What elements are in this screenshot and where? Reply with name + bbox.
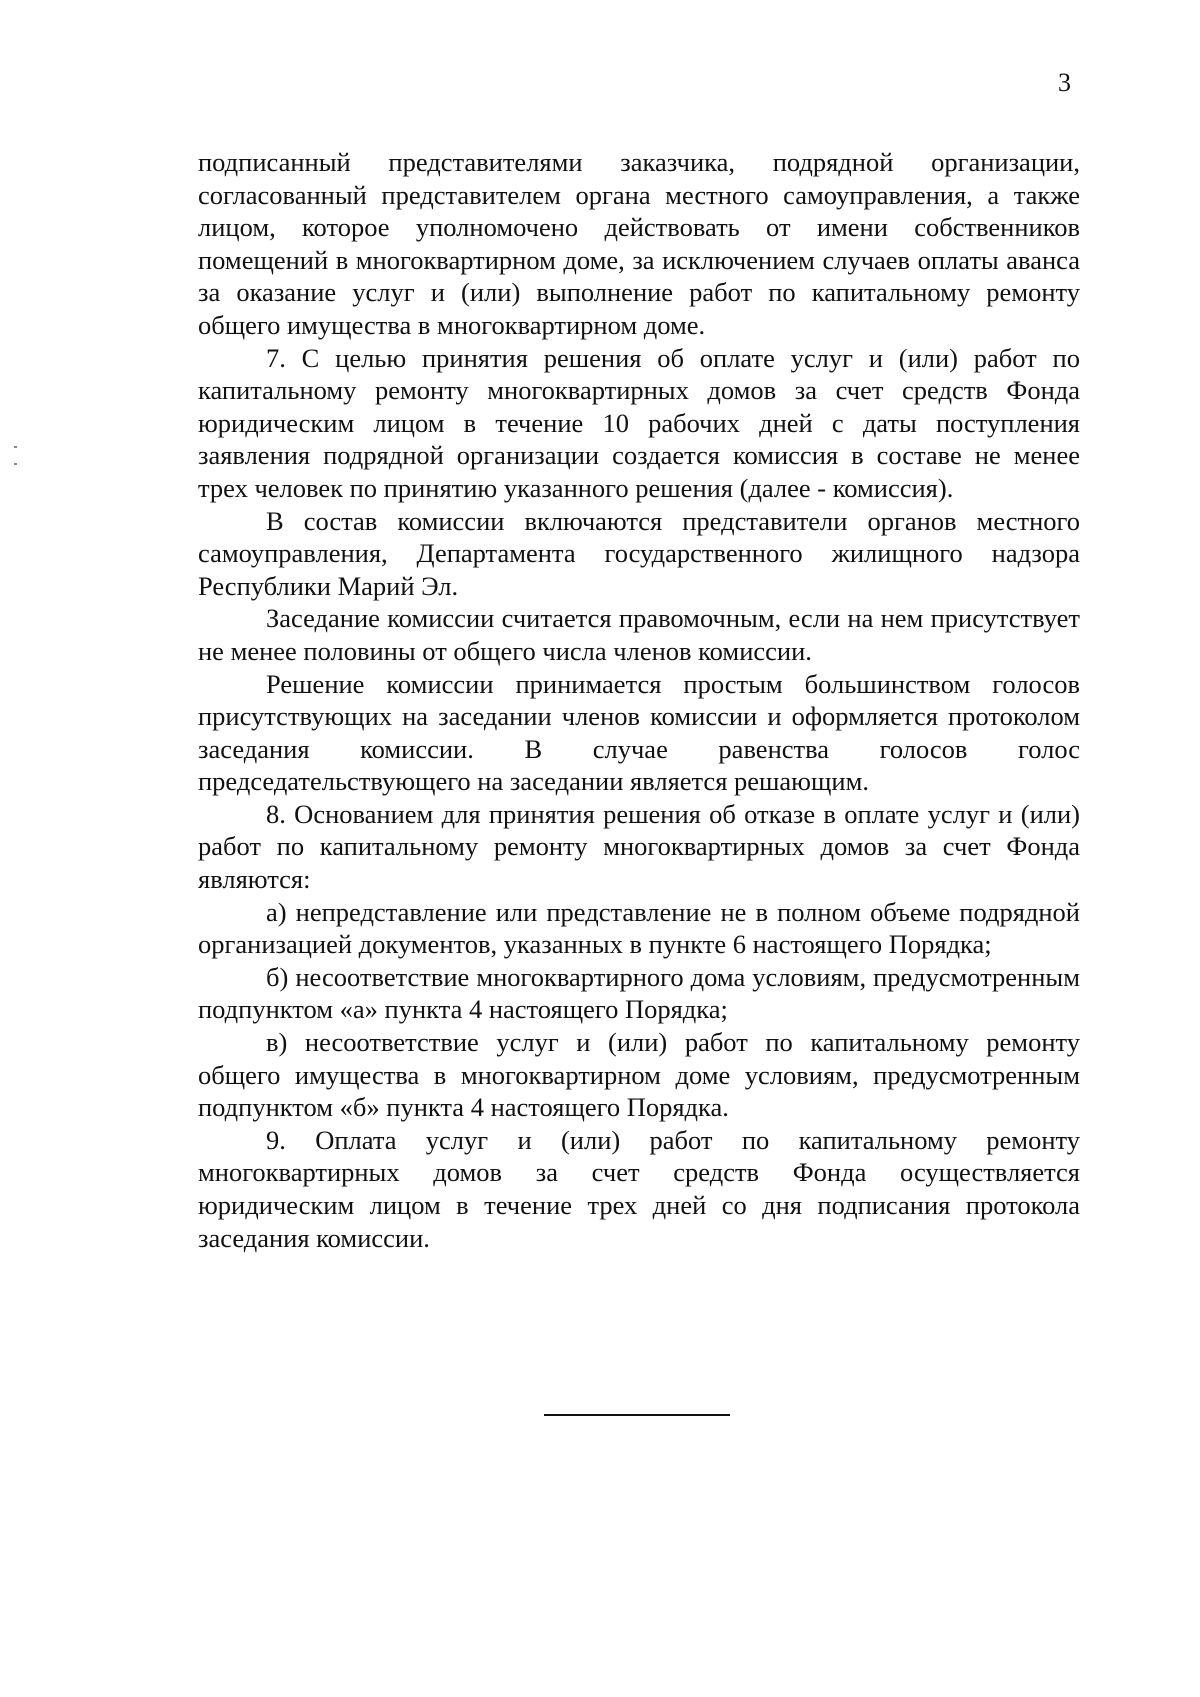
end-separator-line (544, 1414, 730, 1416)
paragraph-item-9: 9. Оплата услуг и (или) работ по капитальному ремонту многоквартирных домов за счет средств Фонда осуществляется юридическим лицом в течение трех дней со дня подписания протокола заседания комиссии. (198, 1124, 1080, 1253)
document-body (198, 146, 1080, 1254)
scan-mark (14, 463, 17, 465)
scan-mark (14, 446, 17, 448)
paragraph-item-8b: б) несоответствие многоквартирного дома условиям, предусмотренным подпунктом «а» пункта 4 настоящего Порядка; (198, 961, 1080, 1025)
paragraph-commission-composition: В состав комиссии включаются представители органов местного самоуправления, Департамента государственного жилищного надзора Республики Марий Эл. (198, 505, 1080, 601)
page-number: 3 (1058, 68, 1071, 97)
paragraph-item-8c: в) несоответствие услуг и (или) работ по капитальному ремонту общего имущества в многоквартирном доме условиям, предусмотренным подпунктом «б» пункта 4 настоящего Порядка. (198, 1027, 1080, 1123)
paragraph-commission-decision: Решение комиссии принимается простым большинством голосов присутствующих на заседании членов комиссии и оформляется протоколом заседания комиссии. В случае равенства голосов голос председательствующего на заседании является решающим. (198, 668, 1080, 797)
paragraph-item-7: 7. С целью принятия решения об оплате услуг и (или) работ по капитальному ремонту многоквартирных домов за счет средств Фонда юридическим лицом в течение 10 рабочих дней с даты поступления заявления подрядной организации создается комиссия в составе не менее трех человек по принятию указанного решения (далее - комиссия). (198, 342, 1080, 503)
paragraph-item-8a: а) непредставление или представление не в полном объеме подрядной организацией документов, указанных в пункте 6 настоящего Порядка; (198, 896, 1080, 960)
paragraph-continuation: подписанный представителями заказчика, подрядной организации, согласованный представителем органа местного самоуправления, а также лицом, которое уполномочено действовать от имени собственников помещений в многоквартирном доме, за исключением случаев оплаты аванса за оказание услуг и (или) выполнение работ по капитальному ремонту общего имущества в многоквартирном доме. (198, 147, 1080, 340)
paragraph-item-8: 8. Основанием для принятия решения об отказе в оплате услуг и (или) работ по капитальному ремонту многоквартирных домов за счет Фонда являются: (198, 798, 1080, 895)
paragraph-commission-quorum: Заседание комиссии считается правомочным, если на нем присутствует не менее половины от общего числа членов комиссии. (198, 603, 1080, 666)
